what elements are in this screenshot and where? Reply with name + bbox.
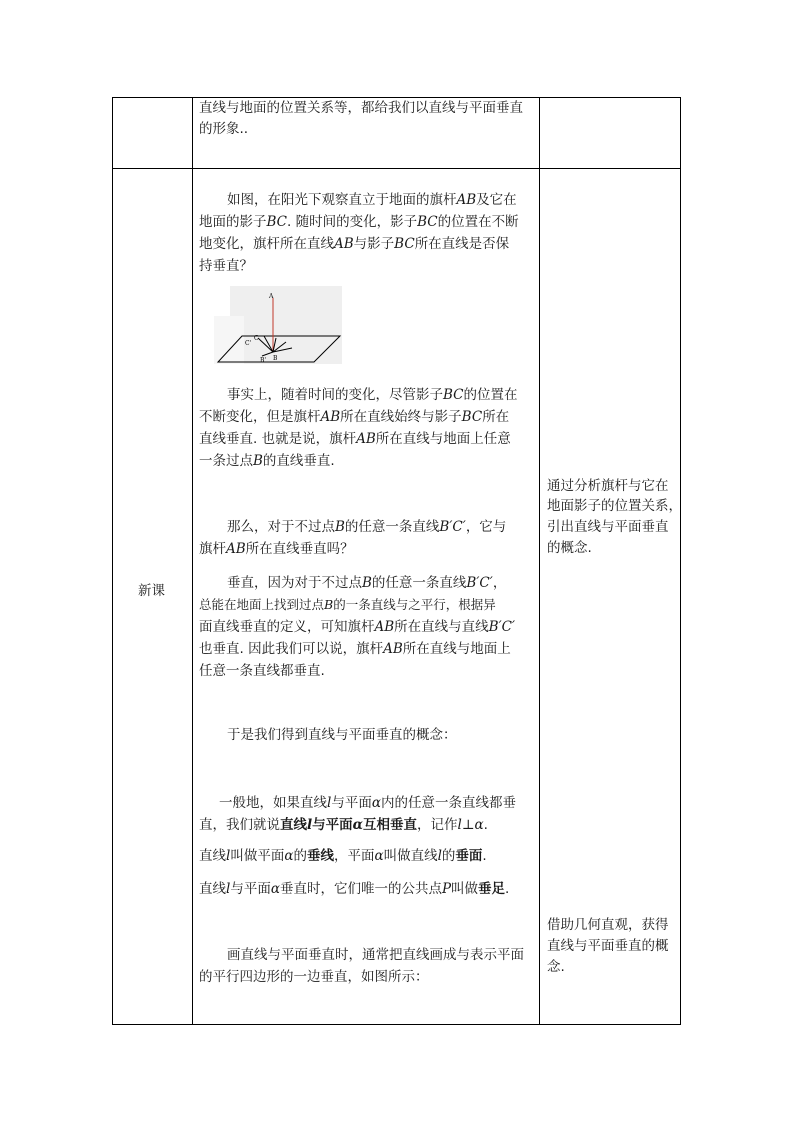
para3-line-1: 那么，对于不过点B的任意一条直线B′C′，它与 [227,519,507,535]
table-right-border [680,97,681,1025]
definition-line-1: 一般地，如果直线l与平面α内的任意一条直线都垂 [219,795,516,811]
figure-background [214,286,342,364]
note2-line-1: 借助几何直观，获得 [547,917,669,933]
label-c: C [254,335,259,342]
para5-line-1: 于是我们得到直线与平面垂直的概念： [227,727,457,743]
para2-line-3: 直线垂直. 也就是说，旗杆AB所在直线与地面上任意 [199,431,511,447]
row1-text-line-1: 直线与地面的位置关系等，都给我们以直线与平面垂直 [199,100,523,116]
para4-line-1: 垂直，因为对于不过点B的任意一条直线B′C′， [227,575,507,591]
para1-line-4: 持垂直？ [199,258,253,274]
table-bottom-border [112,1024,681,1025]
para1-line-2: 地面的影子BC. 随时间的变化，影子BC的位置在不断 [199,214,519,230]
table-top-border [112,97,681,98]
note1-line-3: 引出直线与平面垂直 [547,519,669,535]
note1-line-2: 地面影子的位置关系， [547,498,682,514]
para6-line-1: 画直线与平面垂直时，通常把直线画成与表示平面 [227,947,524,963]
row1-text-line-2: 的形象.. [199,121,249,137]
label-c-prime: C' [245,340,252,347]
note2-line-2: 直线与平面垂直的概 [547,938,669,954]
para2-line-1: 事实上，随着时间的变化，尽管影子BC的位置在 [227,387,518,403]
note2-line-3: 念. [547,959,565,975]
para4-line-4: 也垂直. 因此我们可以说，旗杆AB所在直线与地面上 [199,641,511,657]
table-left-border [112,97,113,1025]
label-a: A [269,293,274,300]
para1-line-3: 地变化，旗杆所在直线AB与影子BC所在直线是否保 [199,236,510,252]
definition-line-3: 直线l叫做平面α的垂线，平面α叫做直线l的垂面. [199,848,487,864]
para2-line-4: 一条过点B的直线垂直. [199,453,335,469]
section-label: 新课 [138,583,165,599]
para4-line-2: 总能在地面上找到过点B的一条直线与之平行，根据异 [199,597,496,612]
para2-line-2: 不断变化，但是旗杆AB所在直线始终与影子BC所在 [199,409,510,425]
flagpole-shadow-figure [214,286,344,368]
table-row-divider [112,168,681,169]
table-col-divider-2 [539,97,540,1025]
note1-line-1: 通过分析旗杆与它在 [547,478,669,494]
para4-line-3: 面直线垂直的定义，可知旗杆AB所在直线与直线B′C′ [199,619,516,635]
definition-line-2: 直，我们就说直线l与平面α互相垂直，记作l⊥α. [199,817,488,833]
para4-line-5: 任意一条直线都垂直. [199,663,325,679]
para3-line-2: 旗杆AB所在直线垂直吗？ [199,541,354,557]
label-b-prime: B' [260,357,267,364]
table-col-divider-1 [192,97,193,1025]
para1-line-1: 如图，在阳光下观察直立于地面的旗杆AB及它在 [227,192,517,208]
note1-line-4: 的概念. [547,540,592,556]
para6-line-2: 的平行四边形的一边垂直，如图所示： [199,969,429,985]
definition-line-4: 直线l与平面α垂直时，它们唯一的公共点P叫做垂足. [199,881,510,897]
label-b: B [273,355,278,362]
